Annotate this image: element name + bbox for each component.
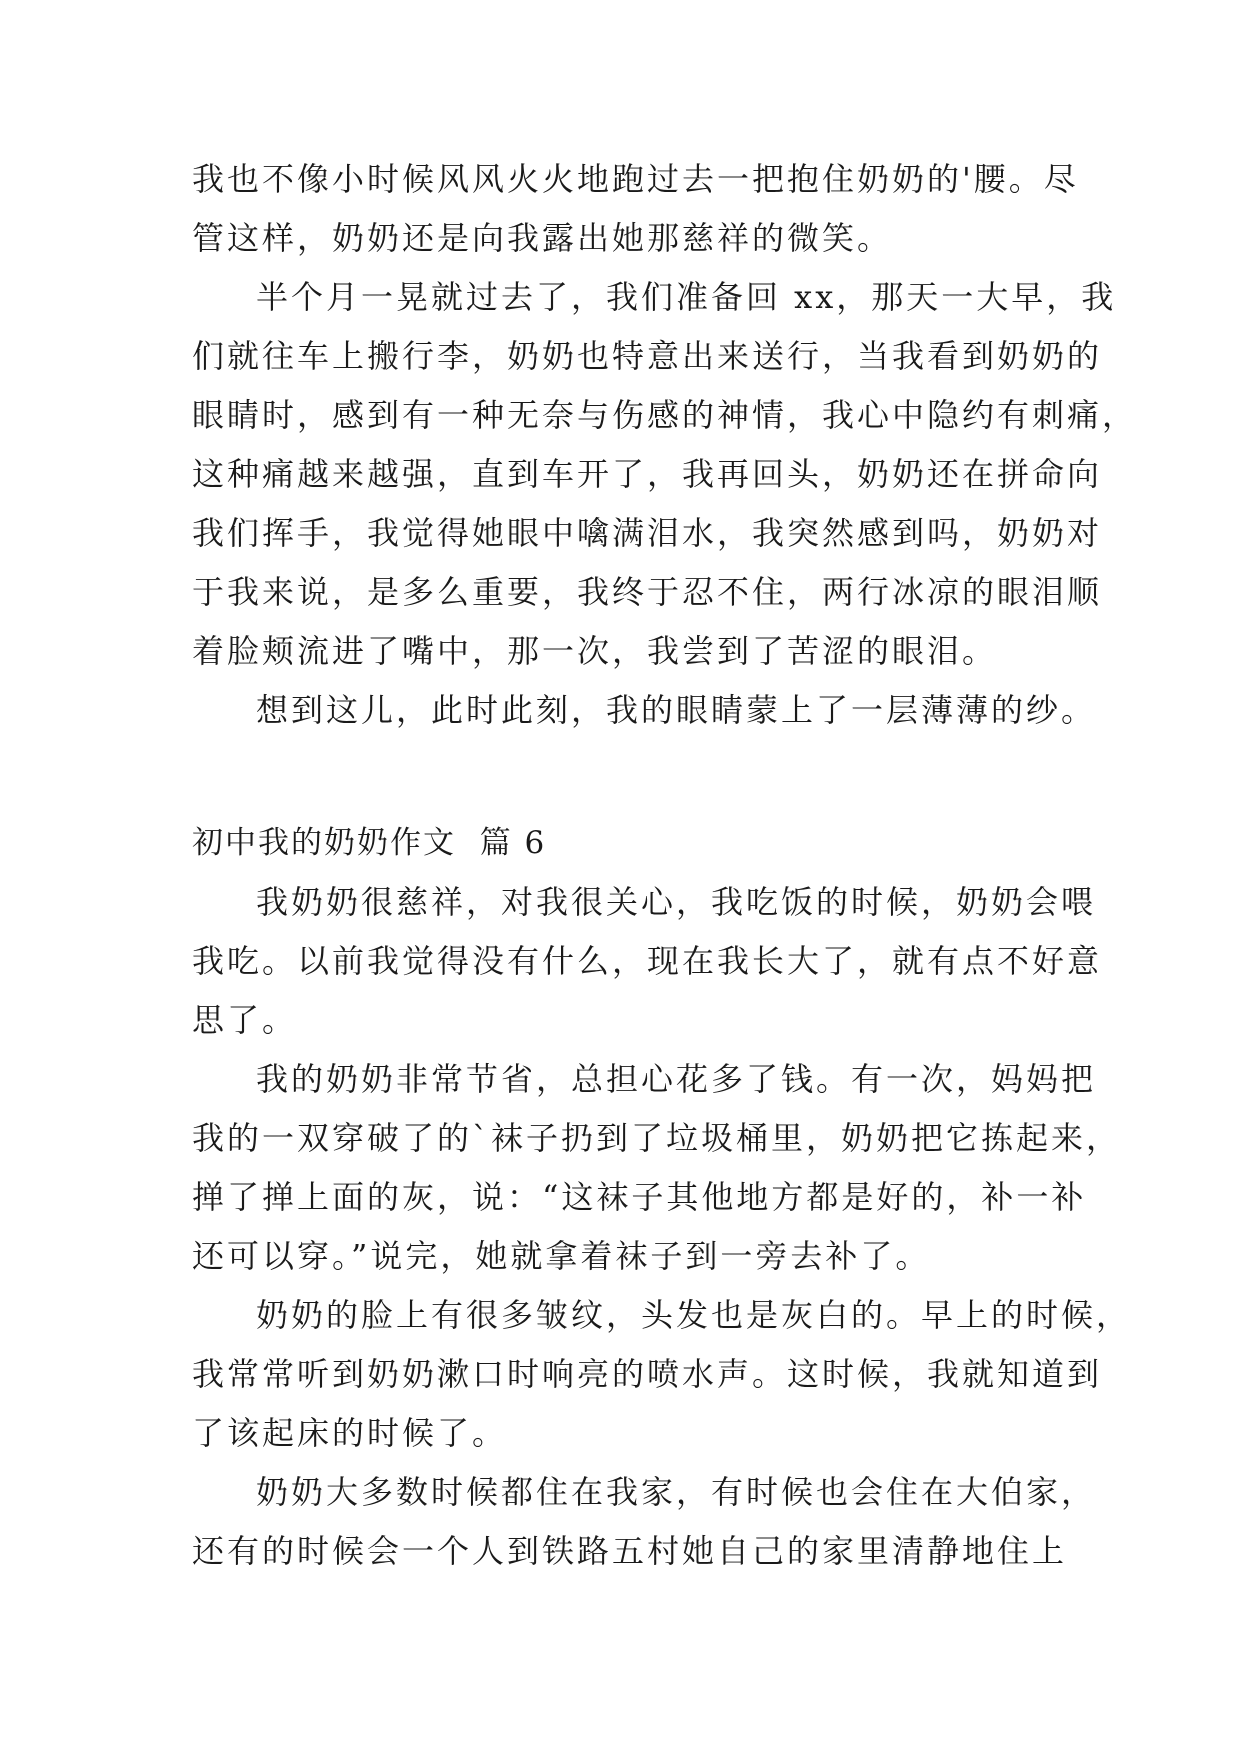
section-gap	[192, 740, 1064, 814]
text-line: 我们挥手，我觉得她眼中噙满泪水，我突然感到吗，奶奶对	[192, 514, 1103, 552]
paragraph-5	[192, 1050, 1122, 1286]
text-line: 了该起床的时候了。	[192, 1414, 508, 1452]
text-line: 掸了掸上面的灰，说：“这袜子其他地方都是好的，补一补	[192, 1178, 1087, 1216]
document-page	[192, 150, 1138, 1581]
text-line: 我常常听到奶奶漱口时响亮的喷水声。这时候，我就知道到	[192, 1355, 1103, 1393]
paragraph-6	[192, 1286, 1132, 1463]
text-line: 我吃。以前我觉得没有什么，现在我长大了，就有点不好意	[192, 942, 1103, 980]
text-line: 着脸颊流进了嘴中，那一次，我尝到了苦涩的眼泪。	[192, 632, 998, 670]
text-line: 我的一双穿破了的`袜子扔到了垃圾桶里，奶奶把它拣起来，	[192, 1119, 1122, 1157]
text-line: 这种痛越来越强，直到车开了，我再回头，奶奶还在拼命向	[192, 455, 1103, 493]
text-line: 们就往车上搬行李，奶奶也特意出来送行，当我看到奶奶的	[192, 337, 1103, 375]
text-line: 管这样，奶奶还是向我露出她那慈祥的微笑。	[192, 219, 893, 257]
text-line: 思了。	[192, 1001, 298, 1039]
paragraph-7	[192, 1463, 1097, 1581]
text-line: 我也不像小时候风风火火地跑过去一把抱住奶奶的'腰。尽	[192, 160, 1079, 198]
section-heading: 初中我的奶奶作文 篇 6	[192, 825, 547, 861]
text-line: 还可以穿。”说完，她就拿着袜子到一旁去补了。	[192, 1237, 931, 1275]
text-line: 奶奶的脸上有很多皱纹，头发也是灰白的。早上的时候，	[256, 1296, 1132, 1334]
text-line: 奶奶大多数时候都住在我家，有时候也会住在大伯家，	[256, 1473, 1097, 1511]
paragraph-1	[192, 150, 1079, 268]
paragraph-4	[192, 873, 1103, 1050]
text-line: 半个月一晃就过去了，我们准备回 xx，那天一大早，我	[256, 278, 1117, 316]
text-line: 想到这儿，此时此刻，我的眼睛蒙上了一层薄薄的纱。	[256, 691, 1097, 729]
text-line: 我奶奶很慈祥，对我很关心，我吃饭的时候，奶奶会喂	[256, 883, 1097, 921]
paragraph-2	[192, 268, 1138, 681]
text-line: 于我来说，是多么重要，我终于忍不住，两行冰凉的眼泪顺	[192, 573, 1103, 611]
text-line: 还有的时候会一个人到铁路五村她自己的家里清静地住上	[192, 1532, 1068, 1570]
paragraph-3	[192, 681, 1097, 740]
text-line: 我的奶奶非常节省，总担心花多了钱。有一次，妈妈把	[256, 1060, 1097, 1098]
text-line: 眼睛时，感到有一种无奈与伤感的神情，我心中隐约有刺痛，	[192, 396, 1138, 434]
